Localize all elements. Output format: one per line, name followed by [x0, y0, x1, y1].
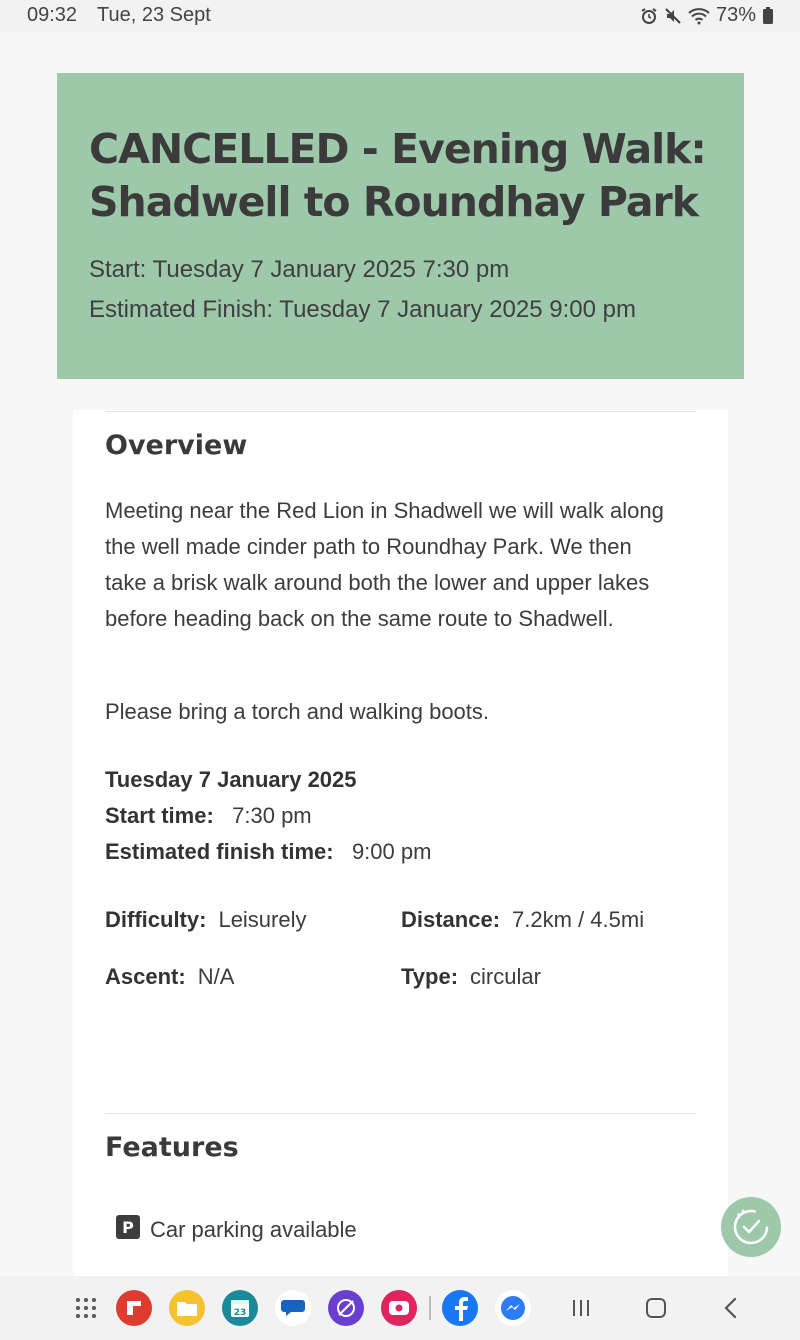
cookie-consent-button[interactable]: [721, 1197, 781, 1257]
taskbar-divider: [429, 1296, 431, 1320]
event-start: Start: Tuesday 7 January 2025 7:30 pm: [89, 256, 510, 283]
type-row: [401, 964, 541, 990]
wifi-icon: [688, 7, 710, 25]
calendar-day: 23: [233, 1308, 247, 1318]
distance-value: 7.2km / 4.5mi: [512, 907, 645, 932]
calendar-icon: [228, 1296, 252, 1320]
battery-percent: 73%: [715, 4, 756, 26]
finish-time-row: [105, 839, 431, 865]
internet-app[interactable]: [328, 1290, 364, 1326]
facebook-app[interactable]: [442, 1290, 478, 1326]
back-button[interactable]: [713, 1290, 749, 1326]
overview-note: Please bring a torch and walking boots.: [105, 699, 490, 724]
difficulty-value: Leisurely: [218, 907, 307, 932]
status-date: Tue, 23 Sept: [97, 4, 211, 26]
folder-icon: [176, 1299, 198, 1317]
type-label: Type:: [401, 964, 459, 989]
back-icon: [721, 1296, 741, 1320]
grid-icon: [74, 1296, 98, 1320]
event-date-text: Tuesday 7 January 2025: [105, 767, 357, 792]
messages-app[interactable]: [275, 1290, 311, 1326]
feature-label: Car parking available: [150, 1217, 357, 1242]
calendar-app[interactable]: [222, 1290, 258, 1326]
screen-recorder-app[interactable]: [381, 1290, 417, 1326]
difficulty-row: [105, 907, 307, 933]
flipboard-app[interactable]: [116, 1290, 152, 1326]
browser-icon: [335, 1297, 357, 1319]
finish-time-label: Estimated finish time:: [105, 839, 334, 864]
start-time-label: Start time:: [105, 803, 214, 828]
recent-apps-button[interactable]: [563, 1290, 599, 1326]
event-title: CANCELLED - Evening Walk: Shadwell to Roundhay Park: [89, 125, 706, 226]
ascent-value: N/A: [197, 964, 235, 989]
parking-icon: P: [116, 1215, 140, 1239]
battery-icon: [762, 7, 774, 25]
start-time-value: 7:30 pm: [232, 803, 312, 828]
app-drawer-button[interactable]: [68, 1290, 104, 1326]
home-icon: [644, 1296, 668, 1320]
chat-bubble-icon: [280, 1297, 306, 1319]
messenger-app[interactable]: [495, 1290, 531, 1326]
type-value: circular: [470, 964, 541, 989]
divider: [105, 1113, 696, 1114]
event-details-card: [73, 410, 728, 1276]
files-app[interactable]: [169, 1290, 205, 1326]
check-badge-icon: [730, 1206, 772, 1248]
alarm-icon: [640, 7, 658, 25]
feature-item-car-parking: [116, 1217, 357, 1243]
flipboard-icon: [124, 1298, 144, 1318]
finish-time-value: 9:00 pm: [351, 839, 432, 864]
overview-heading: Overview: [105, 430, 248, 461]
features-heading: Features: [105, 1132, 239, 1163]
facebook-icon: [450, 1295, 470, 1321]
status-icons: [640, 4, 774, 27]
home-button[interactable]: [638, 1290, 674, 1326]
divider: [105, 411, 696, 412]
status-bar: [0, 0, 800, 32]
distance-row: [401, 907, 644, 933]
start-time-row: [105, 803, 312, 829]
messenger-icon: [499, 1294, 527, 1322]
ascent-row: [105, 964, 234, 990]
status-time: 09:32: [27, 4, 78, 26]
ascent-label: Ascent:: [105, 964, 186, 989]
event-finish: Estimated Finish: Tuesday 7 January 2025 9:00 pm: [89, 296, 636, 323]
event-header: [57, 73, 744, 379]
taskbar: [0, 1276, 800, 1340]
recorder-icon: [388, 1299, 410, 1317]
difficulty-label: Difficulty:: [105, 907, 207, 932]
mute-icon: [664, 7, 682, 25]
recents-icon: [569, 1298, 593, 1318]
event-date: [105, 767, 357, 793]
distance-label: Distance:: [401, 907, 501, 932]
overview-description: Meeting near the Red Lion in Shadwell we will walk along the well made cinder path to Roundhay Park. We then take a brisk walk around both the lower and upper lakes before heading back on the same route to Shadwell.: [105, 498, 664, 631]
